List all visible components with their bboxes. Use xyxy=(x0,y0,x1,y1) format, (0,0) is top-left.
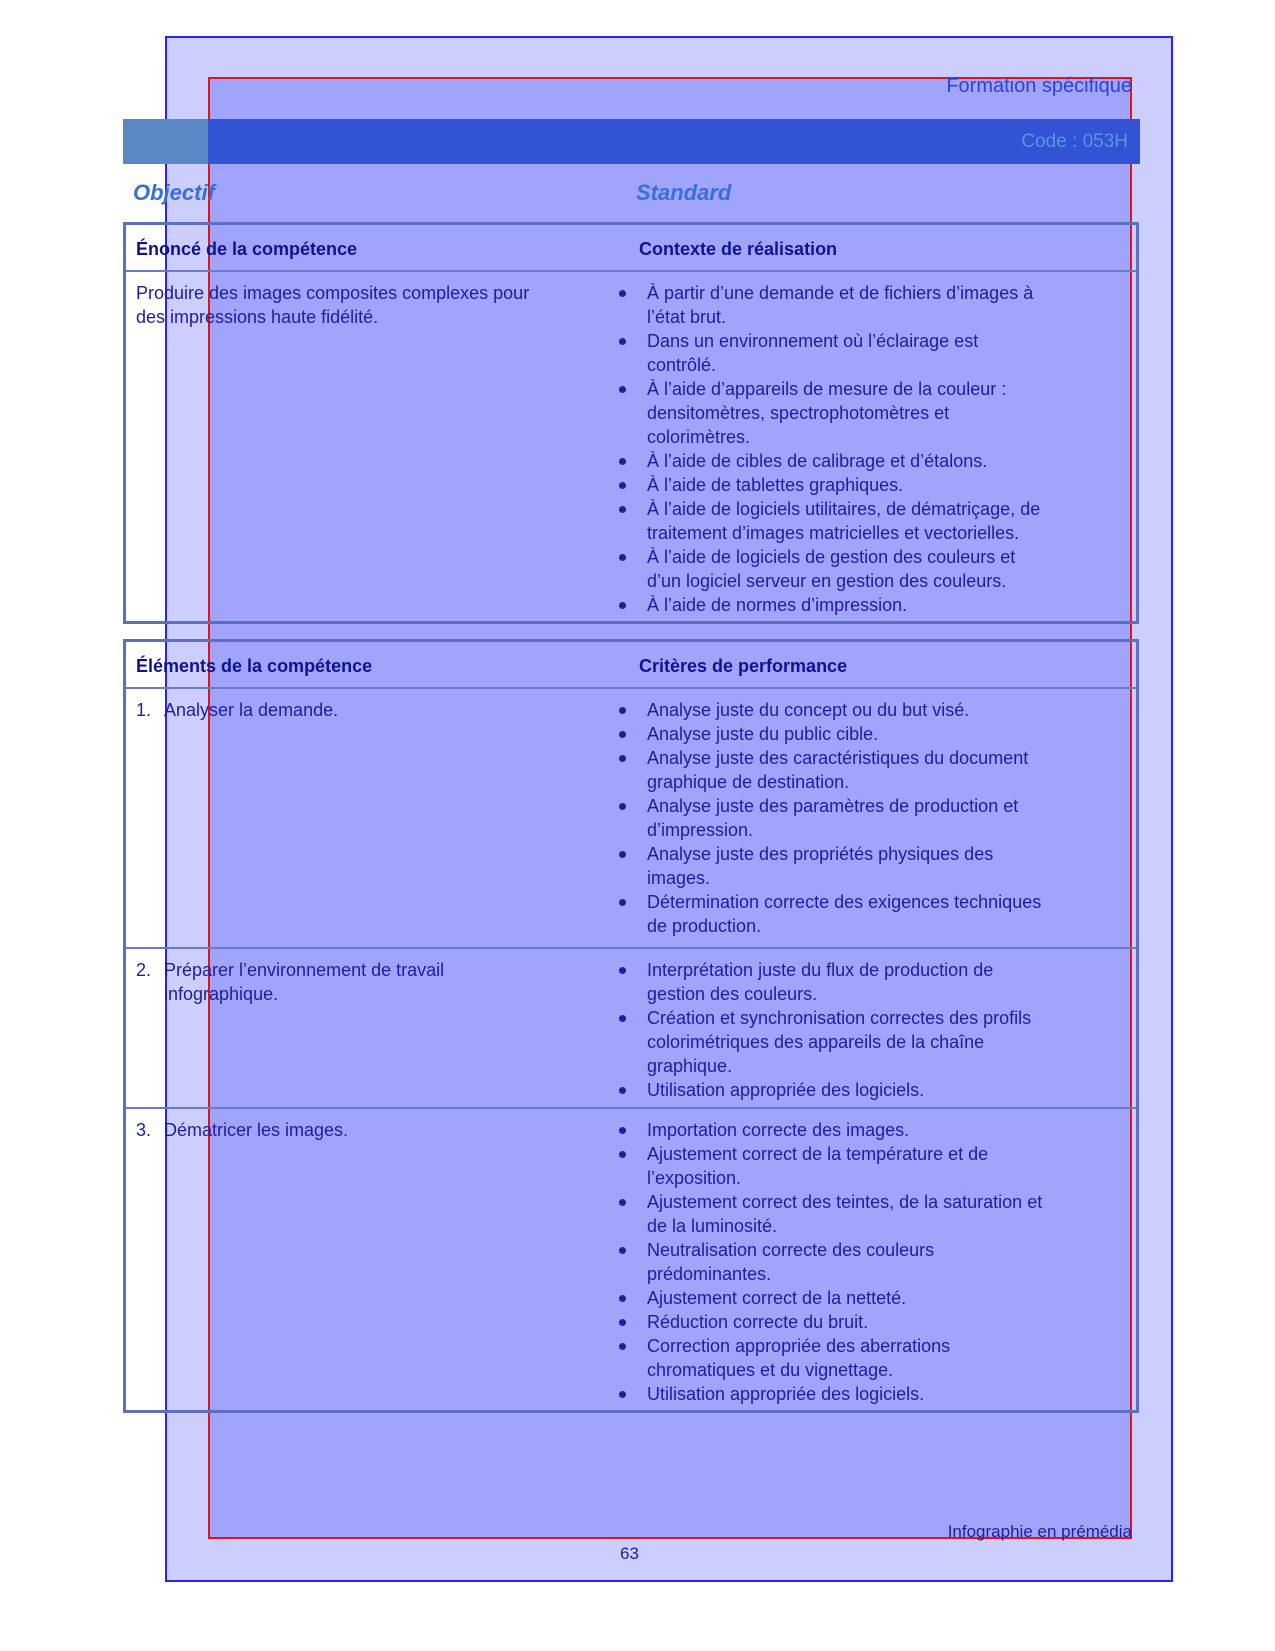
element-number: 3. xyxy=(136,1120,152,1140)
bullet-icon xyxy=(619,731,626,738)
critere-item: de la luminosité. xyxy=(647,1216,778,1236)
element-text: Dématricer les images. xyxy=(164,1120,349,1140)
bullet-icon xyxy=(619,1199,626,1206)
critere-item: images. xyxy=(647,868,711,888)
row-divider xyxy=(126,1107,1136,1109)
section-divider xyxy=(126,270,1136,272)
critere-item: Importation correcte des images. xyxy=(647,1120,910,1140)
bullet-icon xyxy=(619,1391,626,1398)
code-band xyxy=(123,119,1140,164)
critere-item: prédominantes. xyxy=(647,1264,772,1284)
bullet-icon xyxy=(619,386,626,393)
bullet-icon xyxy=(619,899,626,906)
program-label: Formation spécifique xyxy=(946,75,1132,97)
contexte-item: À l’aide de logiciels de gestion des couleurs et xyxy=(647,547,1016,567)
criteres-header: Critères de performance xyxy=(639,656,848,676)
bullet-icon xyxy=(619,1151,626,1158)
critere-item: Utilisation appropriée des logiciels. xyxy=(647,1384,925,1404)
critere-item: Réduction correcte du bruit. xyxy=(647,1312,869,1332)
critere-item: de production. xyxy=(647,916,762,936)
bullet-icon xyxy=(619,338,626,345)
standard-title: Standard xyxy=(636,180,732,205)
critere-item: chromatiques et du vignettage. xyxy=(647,1360,894,1380)
contexte-header: Contexte de réalisation xyxy=(639,239,838,259)
critere-item: l’exposition. xyxy=(647,1168,742,1188)
critere-item: Neutralisation correcte des couleurs xyxy=(647,1240,935,1260)
critere-item: Analyse juste du concept ou du but visé. xyxy=(647,700,970,720)
competency-code: Code : 053H xyxy=(1021,131,1128,152)
row-divider xyxy=(126,947,1136,949)
element-text: Préparer l’environnement de travail xyxy=(164,960,445,980)
bullet-icon xyxy=(619,602,626,609)
critere-item: Création et synchronisation correctes des profils xyxy=(647,1008,1032,1028)
contexte-item: d’un logiciel serveur en gestion des couleurs. xyxy=(647,571,1007,591)
contexte-item: À partir d’une demande et de fichiers d’images à xyxy=(647,283,1034,303)
critere-item: Utilisation appropriée des logiciels. xyxy=(647,1080,925,1100)
bullet-icon xyxy=(619,1247,626,1254)
bullet-icon xyxy=(619,458,626,465)
bullet-icon xyxy=(619,1295,626,1302)
enonce-header: Énoncé de la compétence xyxy=(136,239,358,259)
contexte-item: À l’aide de tablettes graphiques. xyxy=(647,475,904,495)
contexte-item: À l’aide de normes d’impression. xyxy=(647,595,908,615)
critere-item: graphique. xyxy=(647,1056,733,1076)
bullet-icon xyxy=(619,290,626,297)
element-number: 1. xyxy=(136,700,152,720)
bullet-icon xyxy=(619,554,626,561)
bullet-icon xyxy=(619,1015,626,1022)
critere-item: Analyse juste des propriétés physiques des xyxy=(647,844,994,864)
contexte-item: À l’aide de cibles de calibrage et d’étalons. xyxy=(647,451,988,471)
bullet-icon xyxy=(619,1319,626,1326)
competence-section xyxy=(123,222,1139,624)
critere-item: Ajustement correct des teintes, de la saturation et xyxy=(647,1192,1043,1212)
contexte-item: l’état brut. xyxy=(647,307,727,327)
bullet-icon xyxy=(619,1087,626,1094)
contexte-item: colorimètres. xyxy=(647,427,751,447)
footer-program: Infographie en prémédia xyxy=(947,1522,1132,1541)
objectif-title: Objectif xyxy=(133,180,215,205)
critere-item: Analyse juste des paramètres de production et xyxy=(647,796,1019,816)
bullet-icon xyxy=(619,1343,626,1350)
critere-item: Analyse juste des caractéristiques du document xyxy=(647,748,1029,768)
critere-item: graphique de destination. xyxy=(647,772,850,792)
element-text: infographique. xyxy=(164,984,279,1004)
competence-text: des impressions haute fidélité. xyxy=(136,307,379,327)
critere-item: Ajustement correct de la température et de xyxy=(647,1144,989,1164)
critere-item: Correction appropriée des aberrations xyxy=(647,1336,951,1356)
bullet-icon xyxy=(619,755,626,762)
competence-text: Produire des images composites complexes pour xyxy=(136,283,530,303)
element-text: Analyser la demande. xyxy=(164,700,339,720)
critere-item: gestion des couleurs. xyxy=(647,984,818,1004)
critere-item: Analyse juste du public cible. xyxy=(647,724,879,744)
bullet-icon xyxy=(619,803,626,810)
critere-item: Ajustement correct de la netteté. xyxy=(647,1288,907,1308)
contexte-item: densitomètres, spectrophotomètres et xyxy=(647,403,950,423)
bullet-icon xyxy=(619,707,626,714)
elements-section xyxy=(123,639,1139,1413)
element-number: 2. xyxy=(136,960,152,980)
contexte-item: À l’aide d’appareils de mesure de la couleur : xyxy=(647,379,1007,399)
critere-item: Interprétation juste du flux de production de xyxy=(647,960,994,980)
bullet-icon xyxy=(619,1127,626,1134)
critere-item: colorimétriques des appareils de la chaîne xyxy=(647,1032,985,1052)
bullet-icon xyxy=(619,482,626,489)
bullet-icon xyxy=(619,967,626,974)
elements-header: Éléments de la compétence xyxy=(136,656,373,676)
page-number: 63 xyxy=(620,1544,639,1563)
section-divider xyxy=(126,687,1136,689)
band-accent xyxy=(123,119,208,164)
contexte-item: Dans un environnement où l’éclairage est xyxy=(647,331,979,351)
contexte-item: contrôlé. xyxy=(647,355,717,375)
critere-item: Détermination correcte des exigences techniques xyxy=(647,892,1042,912)
bullet-icon xyxy=(619,506,626,513)
contexte-item: À l’aide de logiciels utilitaires, de dématriçage, de xyxy=(647,499,1041,519)
contexte-item: traitement d’images matricielles et vectorielles. xyxy=(647,523,1020,543)
bullet-icon xyxy=(619,851,626,858)
critere-item: d’impression. xyxy=(647,820,754,840)
